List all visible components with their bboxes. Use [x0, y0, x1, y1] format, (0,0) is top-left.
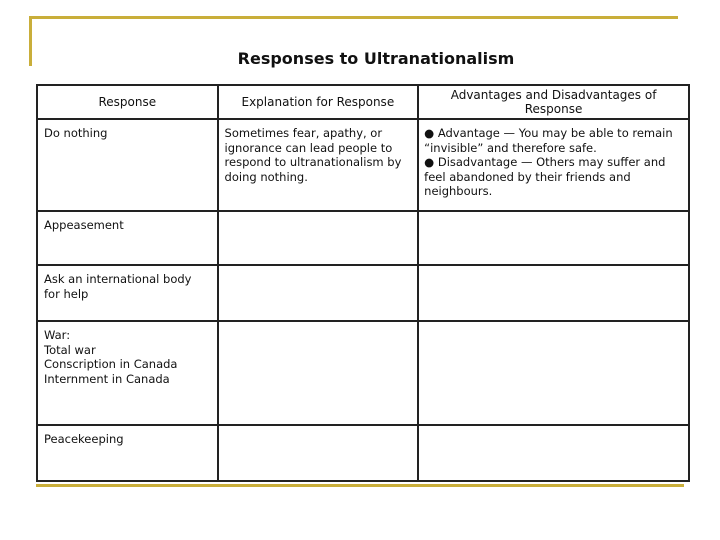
- advantages-cell: [418, 265, 689, 321]
- advantages-cell: [418, 321, 689, 425]
- responses-table: [36, 84, 690, 482]
- explanation-cell: [218, 425, 419, 481]
- response-cell: Do nothing: [37, 119, 218, 211]
- response-cell: Peacekeeping: [37, 425, 218, 481]
- response-cell: Ask an international body for help: [37, 265, 218, 321]
- disadvantage-text: ● Disadvantage — Others may suffer and feel abandoned by their friends and neighbours.: [424, 155, 666, 198]
- advantages-cell: [418, 119, 689, 211]
- table-row: [37, 265, 689, 321]
- explanation-cell: [218, 265, 419, 321]
- header-advantages: Advantages and Disadvantages of Response: [418, 85, 689, 119]
- table-row: [37, 425, 689, 481]
- page-title: Responses to Ultranationalism: [237, 49, 515, 68]
- explanation-cell: [218, 321, 419, 425]
- header-row: [37, 85, 689, 119]
- advantages-cell: [418, 425, 689, 481]
- advantages-cell: [418, 211, 689, 265]
- header-explanation: Explanation for Response: [218, 85, 419, 119]
- explanation-cell: Sometimes fear, apathy, or ignorance can lead people to respond to ultranationalism by doing nothing.: [218, 119, 419, 211]
- response-cell: Appeasement: [37, 211, 218, 265]
- frame-top-line: [29, 16, 678, 19]
- explanation-cell: [218, 211, 419, 265]
- table-row: [37, 321, 689, 425]
- response-cell: War: Total war Conscription in Canada Internment in Canada: [37, 321, 218, 425]
- advantage-text: ● Advantage — You may be able to remain “invisible” and therefore safe.: [424, 126, 673, 155]
- table-row: [37, 211, 689, 265]
- header-response: Response: [37, 85, 218, 119]
- frame-bottom-line: [36, 484, 684, 487]
- table-row: [37, 119, 689, 211]
